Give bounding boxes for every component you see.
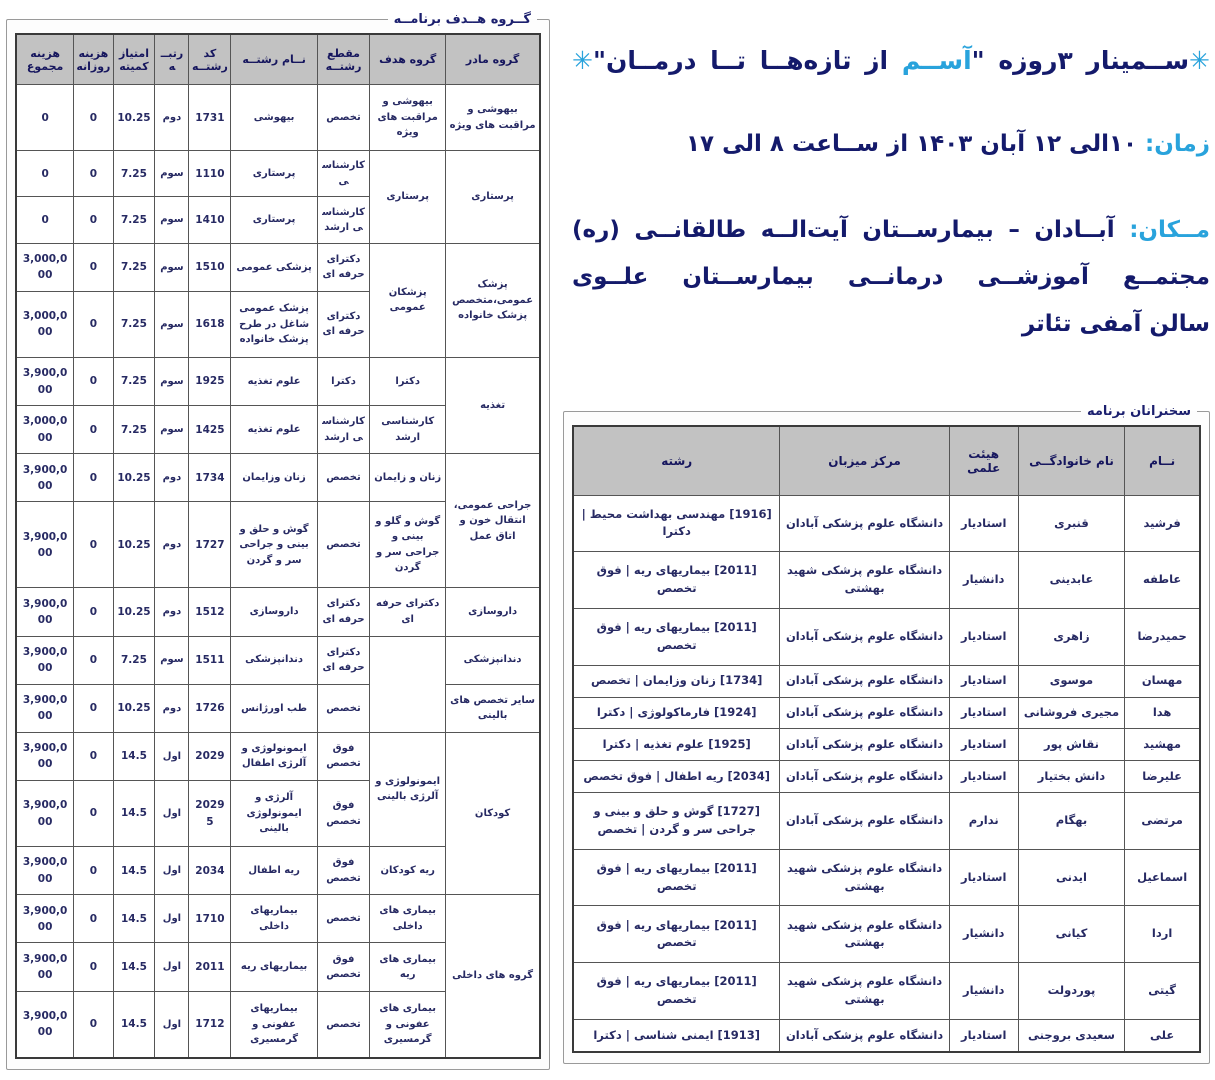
cell-target: [370, 636, 446, 732]
cell-target: گوش و گلو و بینی و جراحی سر و گردن: [370, 502, 446, 588]
table-row: جراحی عمومی، انتقال خون و اتاق عمل زنان و زایمان تخصص زنان وزایمان 1734 دوم 10.25 0 3,900,000: [16, 454, 540, 502]
cell-mother: جراحی عمومی، انتقال خون و اتاق عمل: [446, 454, 540, 588]
speaker-row: هدا مجیری فروشانی استادیار دانشگاه علوم پزشکی آبادان [1924] فارماکولوژی | دکترا: [573, 697, 1200, 729]
table-row: کودکان ایمونولوژی و آلرژی بالینی فوق تخصص ایمونولوژی و آلرژی اطفال 2029 اول 14.5 0 3,900,000: [16, 732, 540, 780]
cell-target: پرستاری: [370, 151, 446, 243]
col-score: امتیاز کمیته: [113, 34, 155, 85]
table-row: گروه های داخلی بیماری های داخلی تخصص بیماریهای داخلی 1710 اول 14.5 0 3,900,000: [16, 895, 540, 943]
place-value: آبــادان – بیمارســتان آیت‌الــه طالقانــی (ره): [572, 217, 1115, 243]
col-academic-rank: هیئت علمی: [949, 426, 1018, 495]
cell-mother: کودکان: [446, 732, 540, 894]
speakers-legend: سخنرانان برنامه: [1086, 404, 1191, 419]
col-field-code: کد رشتــه: [189, 34, 231, 85]
target-group-section: [6, 12, 550, 1070]
seminar-title-text-a: ســمینار ۳روزه ": [971, 46, 1190, 75]
table-row: دندانپزشکی دکترای حرفه ای دندانپزشکی 1511 سوم 7.25 0 3,900,000: [16, 636, 540, 684]
table-row: تغذیه دکترا دکترا علوم تغذیه 1925 سوم 7.25 0 3,900,000: [16, 357, 540, 405]
seminar-time: [572, 131, 1210, 157]
speakers-section: [563, 404, 1210, 1064]
cell-target: ریه کودکان: [370, 847, 446, 895]
seminar-place: [572, 207, 1210, 348]
place-label: مــکان:: [1114, 217, 1210, 243]
table-row: بیماری های ریه فوق تخصص بیماریهای ریه 2011 اول 14.5 0 3,900,000: [16, 943, 540, 991]
table-row: فوق تخصص آلرژی و ایمونولوژی بالینی 20295 اول 14.5 0 3,900,000: [16, 781, 540, 847]
speaker-row: عاطفه عابدینی دانشیار دانشگاه علوم پزشکی شهید بهشتی [2011] بیماریهای ریه | فوق تخصص: [573, 552, 1200, 609]
col-last-name: نام خانوادگــی: [1018, 426, 1125, 495]
seminar-title-text-b: از تازه‌هــا تــا درمــان": [592, 46, 902, 75]
speaker-row: اسماعیل ایدنی استادیار دانشگاه علوم پزشکی شهید بهشتی [2011] بیماریهای ریه | فوق تخصص: [573, 849, 1200, 906]
table-row: پزشک عمومی،متخصص پزشک خانواده پزشکان عمومی دکترای حرفه ای پزشکی عمومی 1510 سوم 7.25 0 3,000,000: [16, 243, 540, 291]
speakers-table: [572, 425, 1201, 1053]
speaker-row: حمیدرضا زاهری استادیار دانشگاه علوم پزشکی آبادان [2011] بیماریهای ریه | فوق تخصص: [573, 609, 1200, 666]
col-rank: رتبــه: [155, 34, 189, 85]
table-header-row: [16, 34, 540, 85]
cell-mother: تغذیه: [446, 357, 540, 453]
table-row: بیهوشی و مراقبت های ویژه بیهوشی و مراقبت های ویژه تخصص بیهوشی 1731 دوم 10.25 0 0: [16, 85, 540, 151]
cell-target: دکترا: [370, 357, 446, 405]
col-field-name: نــام رشتــه: [231, 34, 317, 85]
speaker-row: مرتضی بهگام ندارم دانشگاه علوم پزشکی آبادان [1727] گوش و حلق و بینی و جراحی سر و گردن | تخصص: [573, 793, 1200, 850]
time-value: ۱۰الی ۱۲ آبان ۱۴۰۳ از ســاعت ۸ الی ۱۷: [686, 131, 1138, 157]
speaker-row: گیتی پوردولت دانشیار دانشگاه علوم پزشکی شهید بهشتی [2011] بیماریهای ریه | فوق تخصص: [573, 963, 1200, 1020]
cell-mother: گروه های داخلی: [446, 895, 540, 1058]
col-level: مقطع رشتــه: [317, 34, 369, 85]
cell-mother: سایر تخصص های بالینی: [446, 684, 540, 732]
table-row: کارشناسی ارشد پرستاری 1410 سوم 7.25 0 0: [16, 197, 540, 243]
cell-target: زنان و زایمان: [370, 454, 446, 502]
place-line-1: [572, 207, 1210, 254]
target-group-legend: گــروه هــدف برنامــه: [393, 12, 531, 27]
cell-mother: بیهوشی و مراقبت های ویژه: [446, 85, 540, 151]
cell-target: بیهوشی و مراقبت های ویژه: [370, 85, 446, 151]
col-target-group: گروه هدف: [370, 34, 446, 85]
cell-mother: داروسازی: [446, 588, 540, 636]
table-row: کارشناسی ارشد کارشناسی ارشد علوم تغذیه 1425 سوم 7.25 0 3,000,000: [16, 406, 540, 454]
cell-target: ایمونولوژی و آلرژی بالینی: [370, 732, 446, 846]
cell-target: پزشکان عمومی: [370, 243, 446, 357]
table-row: ریه کودکان فوق تخصص ریه اطفال 2034 اول 14.5 0 3,900,000: [16, 847, 540, 895]
table-row: گوش و گلو و بینی و جراحی سر و گردن تخصص گوش و حلق و بینی و جراحی سر و گردن 1727 دوم 10.25 0 3,900,000: [16, 502, 540, 588]
cell-target: بیماری های ریه: [370, 943, 446, 991]
cell-mother: دندانپزشکی: [446, 636, 540, 684]
star-icon: ✳: [572, 46, 593, 75]
cell-mother: پرستاری: [446, 151, 540, 243]
place-line-2: مجتمــع آموزشــی درمانــی بیمارســتان علــوی: [572, 264, 1210, 291]
cell-mother: پزشک عمومی،متخصص پزشک خانواده: [446, 243, 540, 357]
col-mother-group: گروه مادر: [446, 34, 540, 85]
cell-target: بیماری های داخلی: [370, 895, 446, 943]
target-group-table: [15, 33, 541, 1059]
cell-target: بیماری های عفونی و گرمسیری: [370, 991, 446, 1058]
cell-target: دکترای حرفه ای: [370, 588, 446, 636]
table-header-row: [573, 426, 1200, 495]
seminar-banner: [572, 26, 1210, 348]
speaker-row: علی سعیدی بروجنی استادیار دانشگاه علوم پزشکی آبادان [1913] ایمنی شناسی | دکترا: [573, 1019, 1200, 1052]
speaker-row: مهشید نقاش پور استادیار دانشگاه علوم پزشکی آبادان [1925] علوم تغذیه | دکترا: [573, 729, 1200, 761]
star-icon: ✳: [1189, 46, 1210, 75]
speaker-row: اردا کیانی دانشیار دانشگاه علوم پزشکی شهید بهشتی [2011] بیماریهای ریه | فوق تخصص: [573, 906, 1200, 963]
col-total-cost: هزینه مجموع: [16, 34, 74, 85]
col-host-center: مرکز میزبان: [780, 426, 949, 495]
col-first-name: نــام: [1125, 426, 1200, 495]
speaker-row: علیرضا دانش بختیار استادیار دانشگاه علوم پزشکی آبادان [2034] ریه اطفال | فوق تخصص: [573, 761, 1200, 793]
table-row: سایر تخصص های بالینی تخصص طب اورژانس 1726 دوم 10.25 0 3,900,000: [16, 684, 540, 732]
table-row: دکترای حرفه ای پزشک عمومی شاغل در طرح پزشک خانواده 1618 سوم 7.25 0 3,000,000: [16, 291, 540, 357]
col-daily-cost: هزینه روزانه: [74, 34, 113, 85]
seminar-title-highlight: آســم: [901, 46, 972, 75]
table-row: پرستاری پرستاری کارشناسی پرستاری 1110 سوم 7.25 0 0: [16, 151, 540, 197]
place-line-3: سالن آمفی تئاتر: [1021, 311, 1210, 338]
col-specialty: رشته: [573, 426, 780, 495]
speaker-row: مهسان موسوی استادیار دانشگاه علوم پزشکی آبادان [1734] زنان وزایمان | تخصص: [573, 665, 1200, 697]
speaker-row: فرشید قنبری استادیار دانشگاه علوم پزشکی آبادان [1916] مهندسی بهداشت محیط | دکترا: [573, 495, 1200, 552]
table-row: بیماری های عفونی و گرمسیری تخصص بیماریهای عفونی و گرمسیری 1712 اول 14.5 0 3,900,000: [16, 991, 540, 1058]
cell-target: کارشناسی ارشد: [370, 406, 446, 454]
table-row: داروسازی دکترای حرفه ای دکترای حرفه ای داروسازی 1512 دوم 10.25 0 3,900,000: [16, 588, 540, 636]
seminar-title: [572, 46, 1210, 75]
time-label: زمان:: [1137, 131, 1210, 157]
